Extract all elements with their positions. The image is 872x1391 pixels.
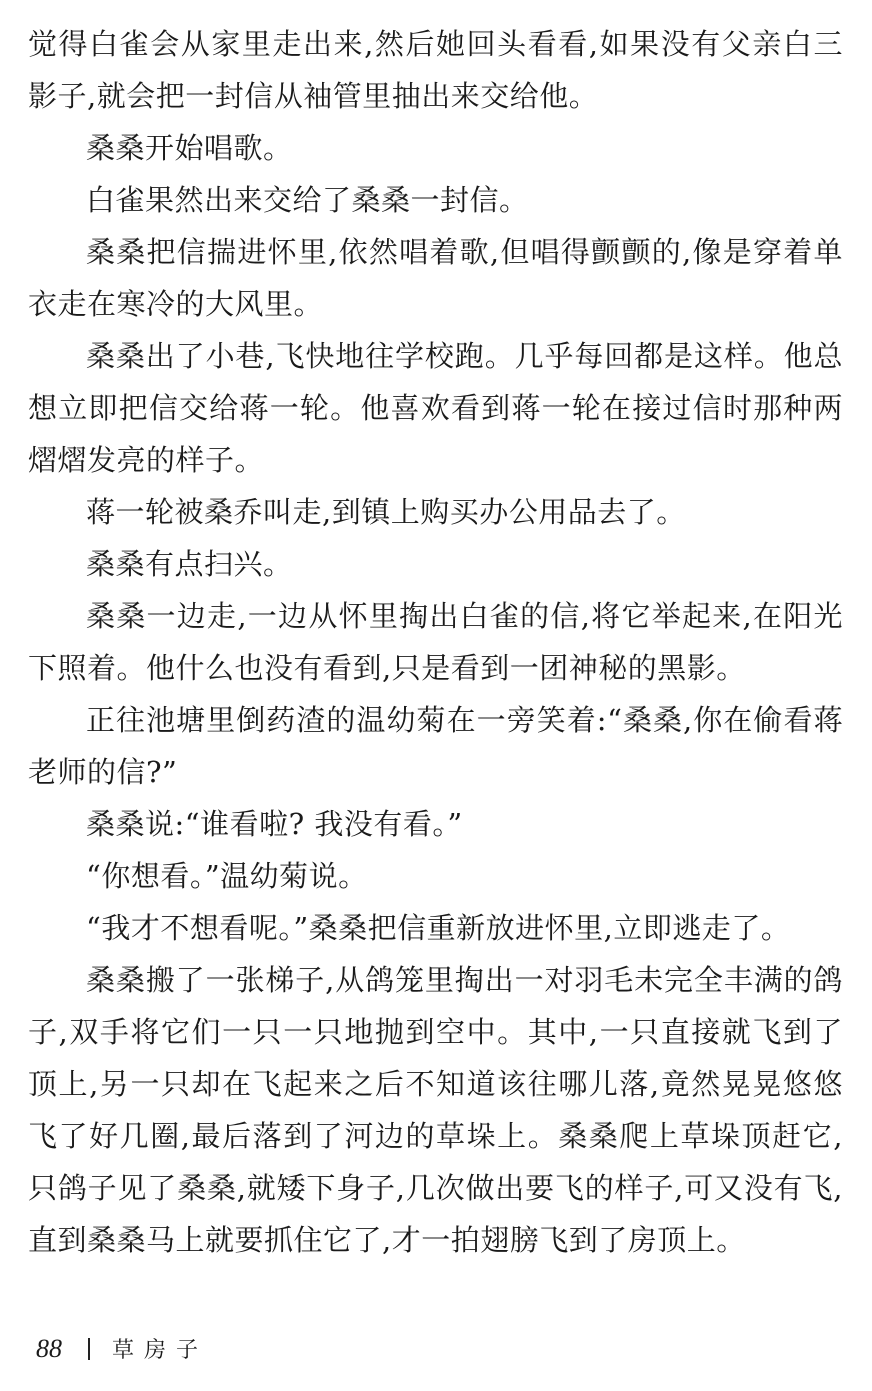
text-line: 只鸽子见了桑桑,就矮下身子,几次做出要飞的样子,可又没有飞, [28, 1171, 843, 1205]
text-line: 觉得白雀会从家里走出来,然后她回头看看,如果没有父亲白三 [28, 27, 843, 61]
text-line: 桑桑一边走,一边从怀里掏出白雀的信,将它举起来,在阳光 [86, 599, 843, 633]
text-line: 蒋一轮被桑乔叫走,到镇上购买办公用品去了。 [86, 495, 686, 529]
text-line: 白雀果然出来交给了桑桑一封信。 [86, 183, 529, 217]
text-line: “你想看。”温幼菊说。 [86, 859, 368, 893]
text-line: 顶上,另一只却在飞起来之后不知道该往哪儿落,竟然晃晃悠悠 [28, 1067, 843, 1101]
text-line: 子,双手将它们一只一只地抛到空中。其中,一只直接就飞到了 [28, 1015, 843, 1049]
page-number: 88 [36, 1333, 62, 1363]
text-line: 桑桑出了小巷,飞快地往学校跑。几乎每回都是这样。他总 [86, 339, 843, 373]
text-line: 想立即把信交给蒋一轮。他喜欢看到蒋一轮在接过信时那种两 [28, 391, 843, 425]
text-line: 桑桑说:“谁看啦? 我没有看。” [86, 807, 463, 841]
text-line: 桑桑有点扫兴。 [86, 547, 293, 581]
footer-divider [88, 1338, 90, 1360]
text-line: 直到桑桑马上就要抓住它了,才一拍翅膀飞到了房顶上。 [28, 1223, 746, 1257]
text-line: 桑桑开始唱歌。 [86, 131, 293, 165]
text-line: 正往池塘里倒药渣的温幼菊在一旁笑着:“桑桑,你在偷看蒋 [86, 703, 843, 737]
text-line: 熠熠发亮的样子。 [28, 443, 265, 477]
text-line: 衣走在寒冷的大风里。 [28, 287, 324, 321]
text-line: 飞了好几圈,最后落到了河边的草垛上。桑桑爬上草垛顶赶它, [28, 1119, 843, 1153]
text-line: 下照着。他什么也没有看到,只是看到一团神秘的黑影。 [28, 651, 746, 685]
text-line: 老师的信?” [28, 755, 178, 789]
text-line: “我才不想看呢。”桑桑把信重新放进怀里,立即逃走了。 [86, 911, 791, 945]
page-footer [36, 1333, 208, 1364]
text-line: 桑桑把信揣进怀里,依然唱着歌,但唱得颤颤的,像是穿着单 [86, 235, 843, 269]
page-body [28, 18, 843, 1266]
text-line: 桑桑搬了一张梯子,从鸽笼里掏出一对羽毛未完全丰满的鸽 [86, 963, 843, 997]
book-title: 草房子 [112, 1338, 209, 1363]
text-line: 影子,就会把一封信从袖管里抽出来交给他。 [28, 79, 599, 113]
